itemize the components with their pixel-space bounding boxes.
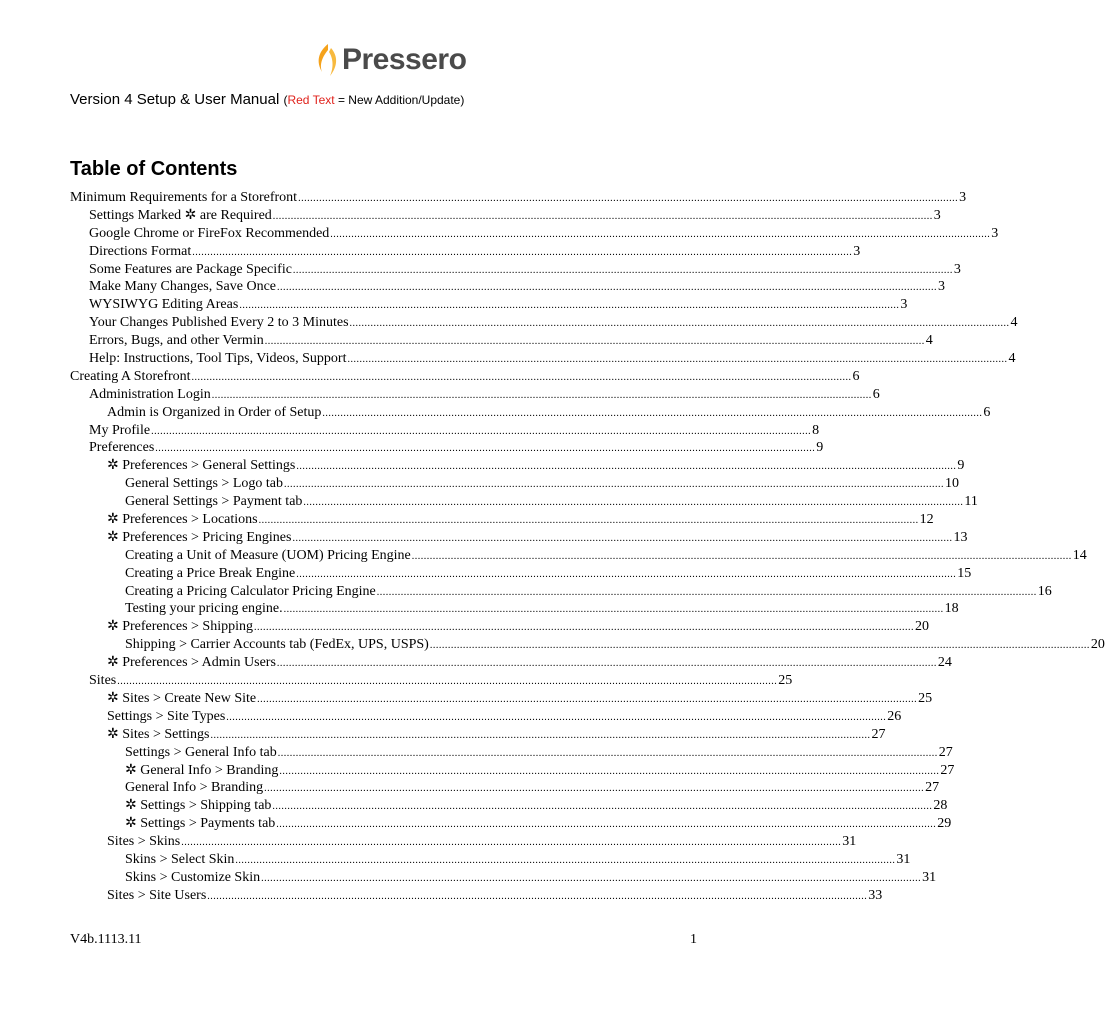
toc-entry[interactable] bbox=[70, 225, 999, 243]
toc-entry-page: 11 bbox=[964, 494, 978, 510]
toc-dot-leader: ............................................................................................................................................................................................................................ bbox=[330, 228, 991, 240]
toc-entry-label: ✲ Preferences > Pricing Engines bbox=[107, 529, 292, 545]
toc-dot-leader: ............................................................................................................................................................................................................................ bbox=[283, 479, 944, 491]
toc-entry[interactable] bbox=[70, 744, 953, 762]
toc-entry[interactable] bbox=[70, 618, 929, 636]
toc-entry-label: Settings > General Info tab bbox=[125, 744, 277, 760]
toc-entry-label: Testing your pricing engine. bbox=[125, 601, 283, 617]
toc-entry-label: ✲ Sites > Create New Site bbox=[107, 690, 257, 706]
toc-entry-label: Google Chrome or FireFox Recommended bbox=[89, 225, 330, 241]
toc-entry-page: 3 bbox=[991, 225, 999, 241]
toc-entry-label: ✲ Sites > Settings bbox=[107, 726, 210, 742]
toc-entry-label: Creating a Unit of Measure (UOM) Pricing Engine bbox=[125, 547, 411, 563]
toc-entry-page: 31 bbox=[922, 869, 937, 885]
table-of-contents bbox=[70, 189, 1105, 905]
toc-dot-leader: ............................................................................................................................................................................................................................ bbox=[235, 854, 896, 866]
pressero-flame-logo-icon bbox=[314, 42, 340, 78]
toc-dot-leader: ............................................................................................................................................................................................................................ bbox=[192, 246, 853, 258]
toc-entry-label: ✲ Preferences > Locations bbox=[107, 512, 258, 528]
toc-entry-label: Administration Login bbox=[89, 386, 211, 402]
toc-entry-page: 3 bbox=[959, 190, 967, 205]
toc-entry-page: 29 bbox=[937, 816, 952, 832]
toc-entry-page: 25 bbox=[918, 690, 933, 706]
toc-dot-leader: ............................................................................................................................................................................................................................ bbox=[253, 622, 914, 634]
toc-entry[interactable] bbox=[70, 493, 978, 511]
toc-entry-label: Admin is Organized in Order of Setup bbox=[107, 404, 322, 420]
toc-entry[interactable] bbox=[70, 278, 946, 296]
toc-entry-label: Creating A Storefront bbox=[70, 368, 191, 384]
toc-entry-label: Help: Instructions, Tool Tips, Videos, Support bbox=[89, 351, 347, 367]
toc-entry-label: Skins > Select Skin bbox=[125, 851, 235, 867]
toc-entry-page: 15 bbox=[957, 565, 972, 581]
toc-entry[interactable] bbox=[70, 636, 1105, 654]
toc-entry-page: 14 bbox=[1072, 547, 1087, 563]
manual-title: Version 4 Setup & User Manual bbox=[70, 91, 280, 108]
toc-dot-leader: ............................................................................................................................................................................................................................ bbox=[276, 819, 937, 831]
toc-dot-leader: ............................................................................................................................................................................................................................ bbox=[347, 354, 1008, 366]
toc-entry-page: 9 bbox=[957, 458, 965, 474]
toc-entry-label: General Info > Branding bbox=[125, 780, 264, 796]
toc-entry-page: 16 bbox=[1037, 583, 1052, 599]
toc-entry[interactable] bbox=[70, 404, 991, 422]
toc-entry[interactable] bbox=[70, 779, 940, 797]
toc-dot-leader: ............................................................................................................................................................................................................................ bbox=[272, 210, 933, 222]
toc-entry[interactable] bbox=[70, 583, 1052, 601]
toc-entry-page: 25 bbox=[778, 673, 793, 689]
toc-entry-page: 27 bbox=[871, 726, 886, 742]
toc-dot-leader: ............................................................................................................................................................................................................................ bbox=[181, 837, 842, 849]
toc-entry[interactable] bbox=[70, 386, 880, 404]
toc-entry[interactable] bbox=[70, 296, 908, 314]
toc-entry-label: Skins > Customize Skin bbox=[125, 869, 261, 885]
toc-entry-label: Make Many Changes, Save Once bbox=[89, 279, 277, 295]
toc-entry-label: Preferences bbox=[89, 440, 155, 456]
red-text-legend bbox=[283, 93, 464, 107]
toc-dot-leader: ............................................................................................................................................................................................................................ bbox=[264, 336, 925, 348]
toc-dot-leader: ............................................................................................................................................................................................................................ bbox=[349, 318, 1010, 330]
toc-dot-leader: ............................................................................................................................................................................................................................ bbox=[292, 532, 953, 544]
toc-dot-leader: ............................................................................................................................................................................................................................ bbox=[211, 389, 872, 401]
toc-entry-page: 27 bbox=[938, 744, 953, 760]
toc-dot-leader: ............................................................................................................................................................................................................................ bbox=[277, 282, 938, 294]
toc-entry-label: Directions Format bbox=[89, 243, 192, 259]
logo-wordmark: Pressero bbox=[342, 43, 467, 76]
toc-entry-page: 28 bbox=[933, 798, 948, 814]
toc-dot-leader: ............................................................................................................................................................................................................................ bbox=[257, 693, 918, 705]
toc-entry-label: ✲ General Info > Branding bbox=[125, 762, 279, 778]
toc-dot-leader: ............................................................................................................................................................................................................................ bbox=[283, 604, 944, 616]
toc-entry-page: 13 bbox=[953, 529, 968, 545]
toc-dot-leader: ............................................................................................................................................................................................................................ bbox=[226, 711, 887, 723]
toc-entry-label: Minimum Requirements for a Storefront bbox=[70, 190, 298, 205]
toc-entry[interactable] bbox=[70, 565, 972, 583]
toc-dot-leader: ............................................................................................................................................................................................................................ bbox=[276, 658, 937, 670]
toc-entry-label: Some Features are Package Specific bbox=[89, 261, 292, 277]
toc-dot-leader: ............................................................................................................................................................................................................................ bbox=[322, 407, 983, 419]
toc-entry-page: 6 bbox=[872, 386, 880, 402]
toc-entry-page: 12 bbox=[919, 512, 934, 528]
toc-entry[interactable] bbox=[70, 869, 937, 887]
toc-entry-page: 4 bbox=[925, 333, 933, 349]
toc-entry-page: 26 bbox=[887, 708, 902, 724]
toc-entry[interactable] bbox=[70, 261, 961, 279]
toc-dot-leader: ............................................................................................................................................................................................................................ bbox=[207, 890, 868, 902]
toc-entry[interactable] bbox=[70, 207, 941, 225]
toc-dot-leader: ............................................................................................................................................................................................................................ bbox=[264, 783, 925, 795]
toc-entry-label: General Settings > Logo tab bbox=[125, 476, 283, 492]
toc-entry-label: Sites > Skins bbox=[107, 834, 181, 850]
toc-heading: Table of Contents bbox=[70, 158, 238, 180]
toc-entry-page: 6 bbox=[852, 368, 860, 384]
toc-entry[interactable] bbox=[70, 243, 861, 261]
toc-entry-label: General Settings > Payment tab bbox=[125, 494, 303, 510]
toc-entry-label: Errors, Bugs, and other Vermin bbox=[89, 333, 264, 349]
toc-entry[interactable] bbox=[70, 457, 965, 475]
toc-entry-label: Your Changes Published Every 2 to 3 Minutes bbox=[89, 315, 349, 331]
toc-entry-label: ✲ Preferences > General Settings bbox=[107, 458, 296, 474]
toc-entry-label: Sites bbox=[89, 673, 117, 689]
toc-entry-page: 4 bbox=[1010, 315, 1018, 331]
legend-open-paren: ( bbox=[283, 93, 288, 107]
toc-entry-label: ✲ Settings > Shipping tab bbox=[125, 798, 272, 814]
toc-dot-leader: ............................................................................................................................................................................................................................ bbox=[296, 568, 957, 580]
toc-dot-leader: ............................................................................................................................................................................................................................ bbox=[277, 747, 938, 759]
legend-red-text: Red Text bbox=[287, 93, 335, 107]
toc-dot-leader: ............................................................................................................................................................................................................................ bbox=[303, 497, 964, 509]
toc-dot-leader: ............................................................................................................................................................................................................................ bbox=[191, 371, 852, 383]
toc-dot-leader: ............................................................................................................................................................................................................................ bbox=[296, 461, 957, 473]
toc-entry[interactable] bbox=[70, 368, 860, 386]
toc-entry-page: 3 bbox=[900, 297, 908, 313]
toc-entry[interactable] bbox=[70, 851, 911, 869]
toc-entry-label: Sites > Site Users bbox=[107, 887, 207, 903]
document-subtitle bbox=[70, 91, 464, 108]
toc-entry[interactable] bbox=[70, 815, 952, 833]
toc-entry-label: ✲ Preferences > Shipping bbox=[107, 619, 253, 635]
toc-entry-page: 24 bbox=[937, 655, 952, 671]
toc-entry[interactable] bbox=[70, 726, 886, 744]
toc-entry[interactable] bbox=[70, 314, 1018, 332]
toc-entry[interactable] bbox=[70, 332, 933, 350]
toc-dot-leader: ............................................................................................................................................................................................................................ bbox=[117, 676, 778, 688]
toc-entry[interactable] bbox=[70, 672, 793, 690]
toc-entry[interactable] bbox=[70, 422, 820, 440]
toc-entry-page: 3 bbox=[938, 279, 946, 295]
toc-entry-page: 6 bbox=[983, 404, 991, 420]
footer-version: V4b.1113.11 bbox=[70, 932, 142, 947]
toc-dot-leader: ............................................................................................................................................................................................................................ bbox=[272, 801, 933, 813]
toc-entry[interactable] bbox=[70, 529, 968, 547]
toc-entry[interactable] bbox=[70, 350, 1016, 368]
toc-entry[interactable] bbox=[70, 189, 967, 207]
toc-entry[interactable] bbox=[70, 475, 959, 493]
toc-entry-page: 20 bbox=[914, 619, 929, 635]
toc-dot-leader: ............................................................................................................................................................................................................................ bbox=[239, 300, 900, 312]
toc-entry-page: 31 bbox=[842, 834, 857, 850]
toc-dot-leader: ............................................................................................................................................................................................................................ bbox=[258, 515, 919, 527]
toc-entry[interactable] bbox=[70, 708, 902, 726]
toc-entry-label: Creating a Pricing Calculator Pricing Engine bbox=[125, 583, 376, 599]
toc-entry[interactable] bbox=[70, 439, 824, 457]
toc-entry[interactable] bbox=[70, 762, 955, 780]
toc-entry[interactable] bbox=[70, 654, 952, 672]
toc-entry-page: 18 bbox=[944, 601, 959, 617]
toc-dot-leader: ............................................................................................................................................................................................................................ bbox=[279, 765, 940, 777]
toc-entry-page: 31 bbox=[896, 851, 911, 867]
toc-entry-page: 4 bbox=[1008, 351, 1016, 367]
toc-entry-page: 27 bbox=[925, 780, 940, 796]
footer-page-number: 1 bbox=[690, 932, 697, 947]
toc-entry-page: 20 bbox=[1090, 637, 1105, 653]
toc-entry-label: Shipping > Carrier Accounts tab (FedEx, UPS, USPS) bbox=[125, 637, 429, 653]
toc-dot-leader: ............................................................................................................................................................................................................................ bbox=[210, 729, 871, 741]
toc-entry-label: Creating a Price Break Engine bbox=[125, 565, 296, 581]
toc-entry[interactable] bbox=[70, 797, 948, 815]
toc-entry-label: ✲ Settings > Payments tab bbox=[125, 816, 276, 832]
toc-dot-leader: ............................................................................................................................................................................................................................ bbox=[429, 640, 1090, 652]
toc-entry-label: Settings Marked ✲ are Required bbox=[89, 207, 272, 223]
toc-dot-leader: ............................................................................................................................................................................................................................ bbox=[298, 193, 959, 204]
toc-entry-page: 10 bbox=[944, 476, 959, 492]
toc-entry-label: My Profile bbox=[89, 422, 151, 438]
toc-entry[interactable] bbox=[70, 690, 933, 708]
toc-entry-page: 33 bbox=[868, 887, 883, 903]
toc-entry-page: 8 bbox=[812, 422, 820, 438]
toc-entry[interactable] bbox=[70, 600, 959, 618]
toc-dot-leader: ............................................................................................................................................................................................................................ bbox=[292, 264, 953, 276]
toc-entry-page: 9 bbox=[816, 440, 824, 456]
toc-entry-page: 3 bbox=[953, 261, 961, 277]
toc-entry-page: 3 bbox=[933, 207, 941, 223]
toc-entry[interactable] bbox=[70, 887, 883, 905]
toc-entry-page: 27 bbox=[940, 762, 955, 778]
toc-dot-leader: ............................................................................................................................................................................................................................ bbox=[411, 550, 1072, 562]
toc-entry[interactable] bbox=[70, 833, 857, 851]
toc-entry[interactable] bbox=[70, 511, 934, 529]
toc-dot-leader: ............................................................................................................................................................................................................................ bbox=[155, 443, 816, 455]
toc-dot-leader: ............................................................................................................................................................................................................................ bbox=[376, 586, 1037, 598]
toc-entry-page: 3 bbox=[853, 243, 861, 259]
toc-entry[interactable] bbox=[70, 547, 1087, 565]
legend-rest: = New Addition/Update) bbox=[334, 93, 465, 107]
toc-entry-label: Settings > Site Types bbox=[107, 708, 226, 724]
toc-entry-label: WYSIWYG Editing Areas bbox=[89, 297, 239, 313]
toc-entry-label: ✲ Preferences > Admin Users bbox=[107, 655, 276, 671]
toc-dot-leader: ............................................................................................................................................................................................................................ bbox=[151, 425, 812, 437]
pressero-logo bbox=[314, 40, 466, 80]
toc-dot-leader: ............................................................................................................................................................................................................................ bbox=[261, 872, 922, 884]
